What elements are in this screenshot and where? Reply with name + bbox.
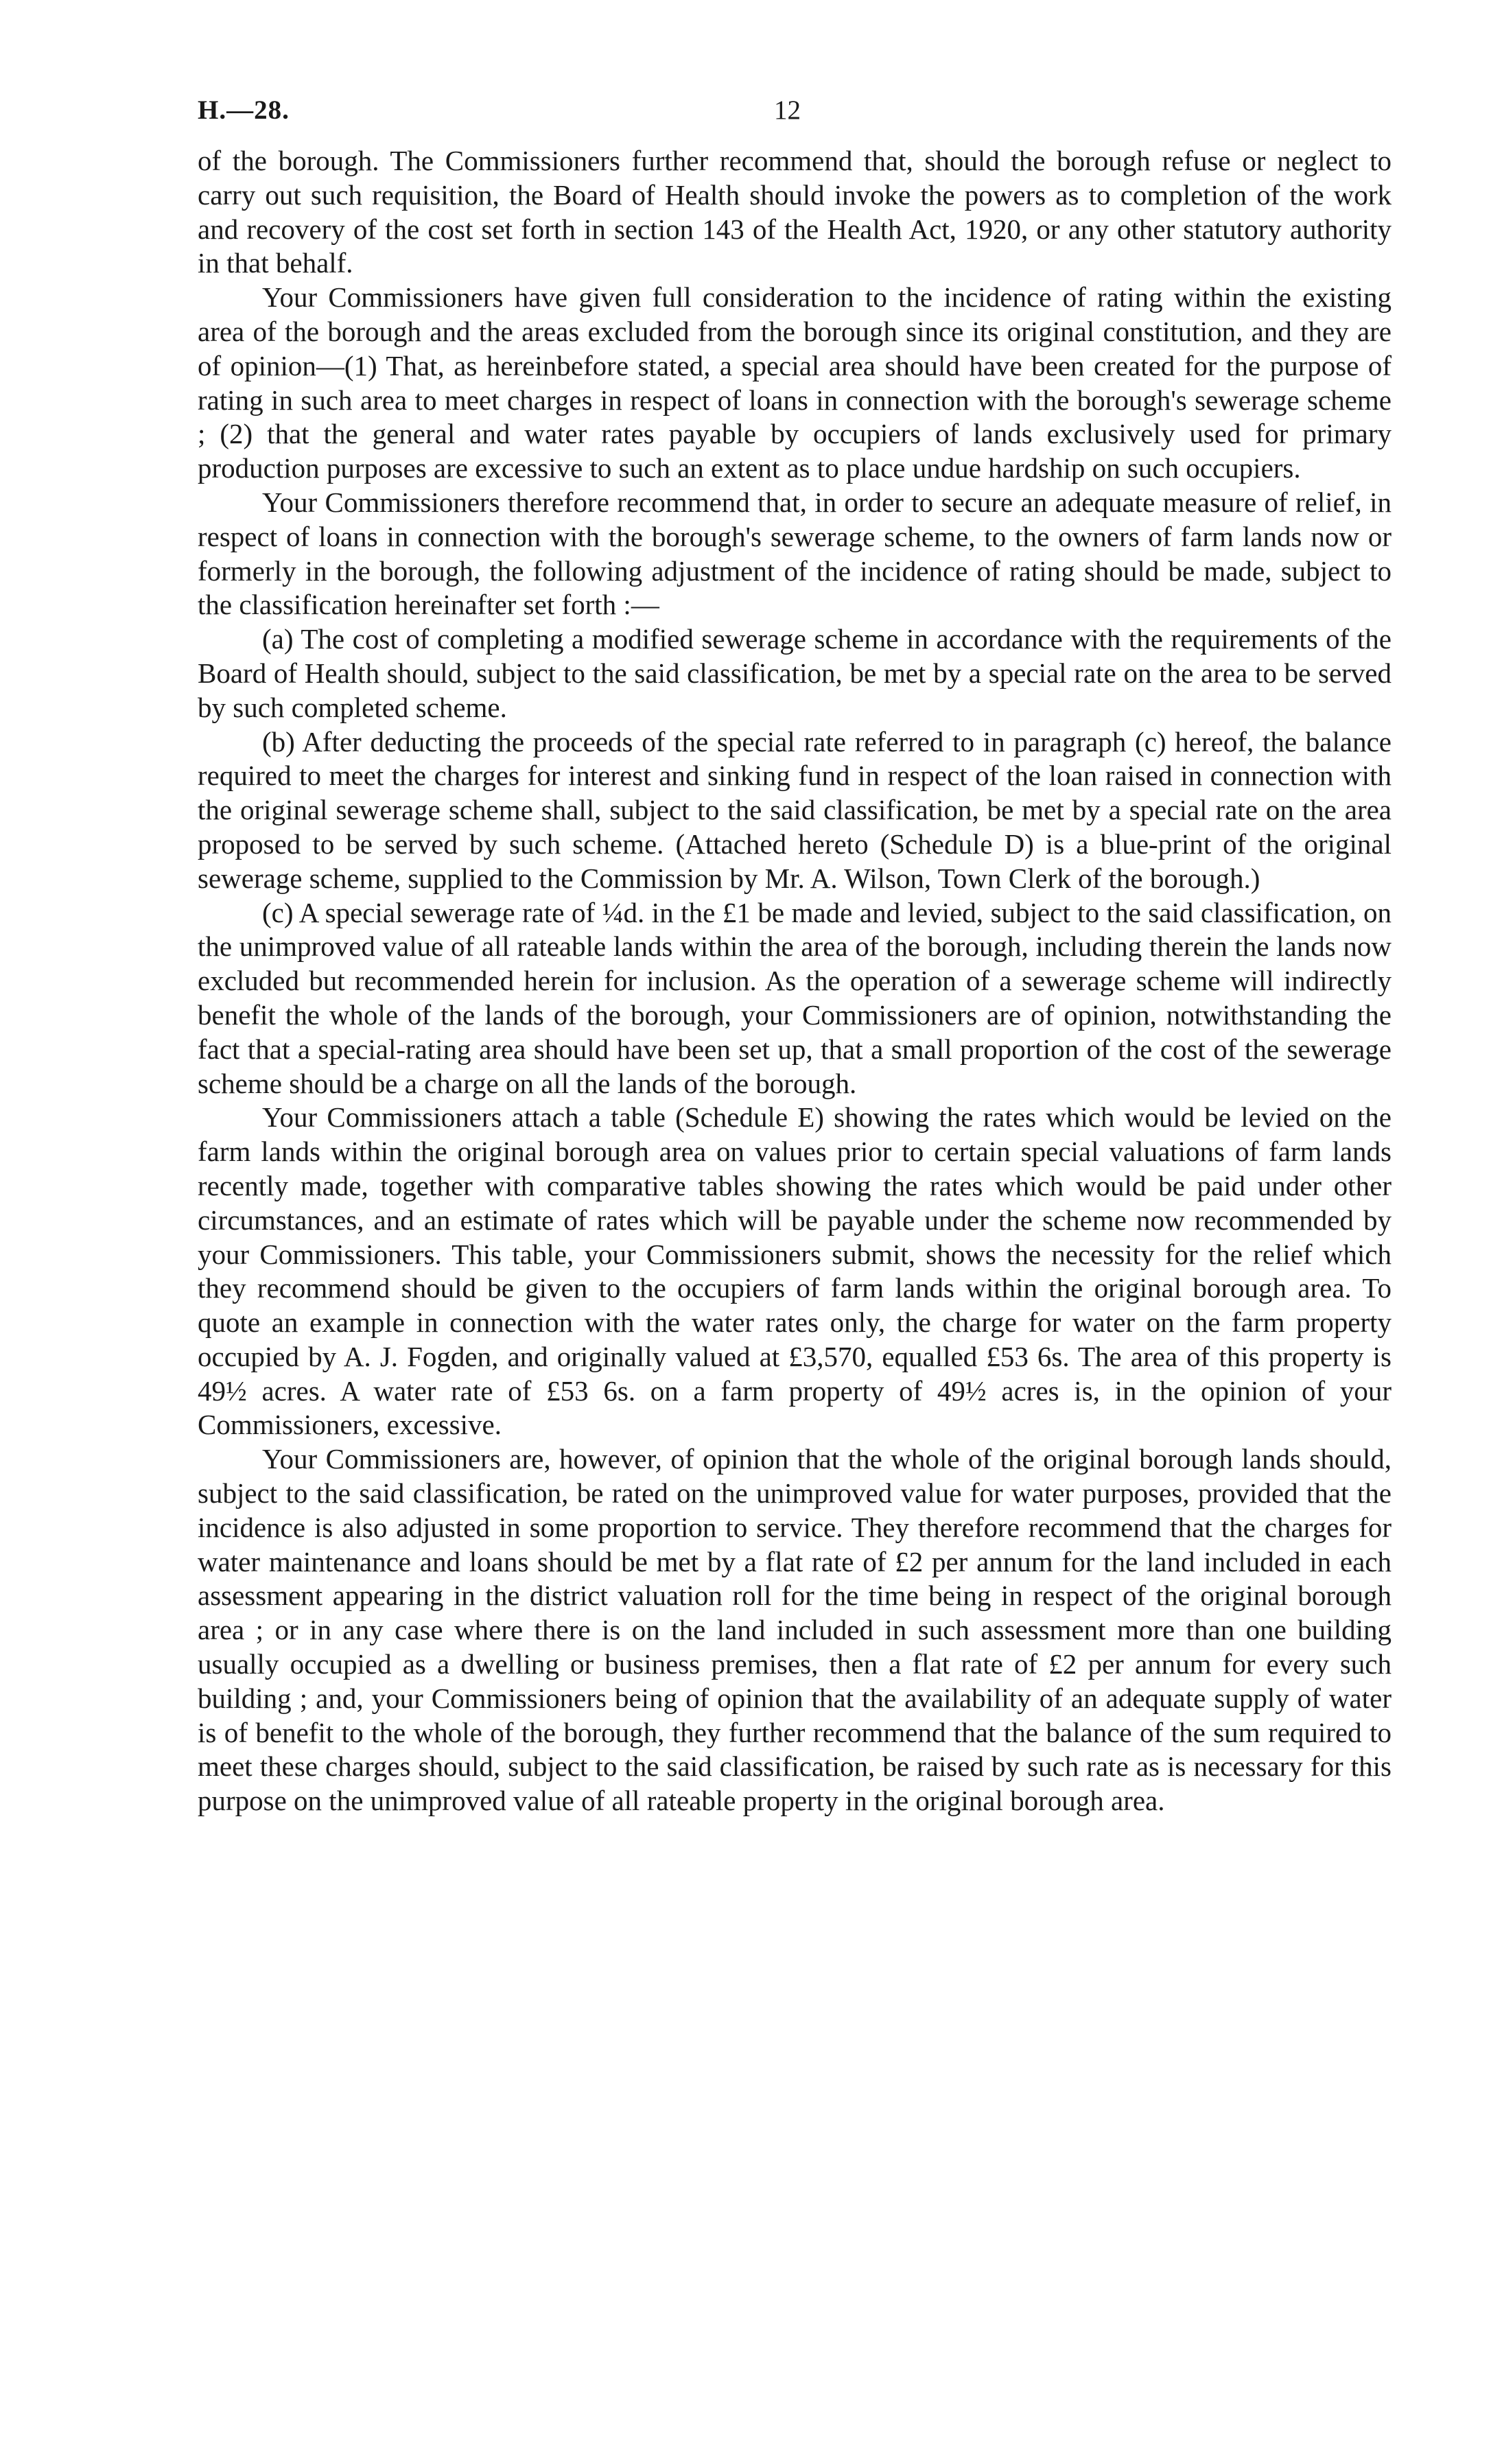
document-body [198,144,1392,1818]
page-number: 12 [774,95,801,125]
page-header [198,89,1392,137]
paragraph-incidence-of-rating: Your Commissioners have given full consideration to the incidence of rating within the existing area of the borough and the areas excluded from the borough since its original constitution, and they are of opinion—(1) That, as hereinbefore stated, a special area should have been created for the purpose of rating in such area to meet charges in respect of loans in connection with the borough's sewerage scheme ; (2) that the general and water rates payable by occupiers of lands exclusively used for primary production purposes are excessive to such an extent as to place undue hardship on such occupiers. [198,281,1392,484]
paragraph-continuation: of the borough. The Commissioners further recommend that, should the borough refuse or neglect to carry out such requisition, the Board of Health should invoke the powers as to completion of the work and recovery of the cost set forth in section 143 of the Health Act, 1920, or any other statutory authority in that behalf. [198,145,1392,279]
document-reference: H.—28. [198,95,290,125]
paragraph-schedule-e: Your Commissioners attach a table (Schedule E) showing the rates which would be levied on the farm lands within the original borough area on values prior to certain special valuations of farm lands recently made, together with comparative tables showing the rates which would be paid under other circumstances, and an estimate of rates which will be payable under the scheme now recommended by your Commissioners. This table, your Commissioners submit, shows the necessity for the relief which they recommend should be given to the occupiers of farm lands within the original borough area. To quote an example in connection with the water rates only, the charge for water on the farm property occupied by A. J. Fogden, and originally valued at £3,570, equalled £53 6s. The area of this property is 49½ acres. A water rate of £53 6s. on a farm property of 49½ acres is, in the opinion of your Commissioners, excessive. [198,1101,1392,1441]
clause-a: (a) The cost of completing a modified sewerage scheme in accordance with the requirements of the Board of Health should, subject to the said classification, be met by a special rate on the area to be served by such completed scheme. [198,623,1392,723]
paragraph-recommendation: Your Commissioners therefore recommend that, in order to secure an adequate measure of relief, in respect of loans in connection with the borough's sewerage scheme, to the owners of farm lands now or formerly in the borough, the following adjustment of the incidence of rating should be made, subject to the classification hereinafter set forth :— [198,486,1392,621]
clause-b: (b) After deducting the proceeds of the special rate referred to in paragraph (c) hereof, the balance required to meet the charges for interest and sinking fund in respect of the loan raised in connection with the original sewerage scheme shall, subject to the said classification, be met by a special rate on the area proposed to be served by such scheme. (Attached hereto (Schedule D) is a blue-print of the original sewerage scheme, supplied to the Commission by Mr. A. Wilson, Town Clerk of the borough.) [198,725,1392,894]
document-page [198,89,1392,1818]
clause-c: (c) A special sewerage rate of ¼d. in the £1 be made and levied, subject to the said classification, on the unimproved value of all rateable lands within the area of the borough, including therein the lands now excluded but recommended herein for inclusion. As the operation of a sewerage scheme will indirectly benefit the whole of the lands of the borough, your Commissioners are of opinion, notwithstanding the fact that a special-rating area should have been set up, that a small proportion of the cost of the sewerage scheme should be a charge on all the lands of the borough. [198,896,1392,1099]
paragraph-water-rates: Your Commissioners are, however, of opinion that the whole of the original borough lands should, subject to the said classification, be rated on the unimproved value for water purposes, provided that the incidence is also adjusted in some proportion to service. They therefore recommend that the charges for water maintenance and loans should be met by a flat rate of £2 per annum for the land included in each assessment appearing in the district valuation roll for the time being in respect of the original borough area ; or in any case where there is on the land included in such assessment more than one building usually occupied as a dwelling or business premises, then a flat rate of £2 per annum for every such building ; and, your Commissioners being of opinion that the availability of an adequate supply of water is of benefit to the whole of the borough, they further recommend that the balance of the sum required to meet these charges should, subject to the said classification, be raised by such rate as is necessary for this purpose on the unimproved value of all rateable property in the original borough area. [198,1443,1392,1817]
